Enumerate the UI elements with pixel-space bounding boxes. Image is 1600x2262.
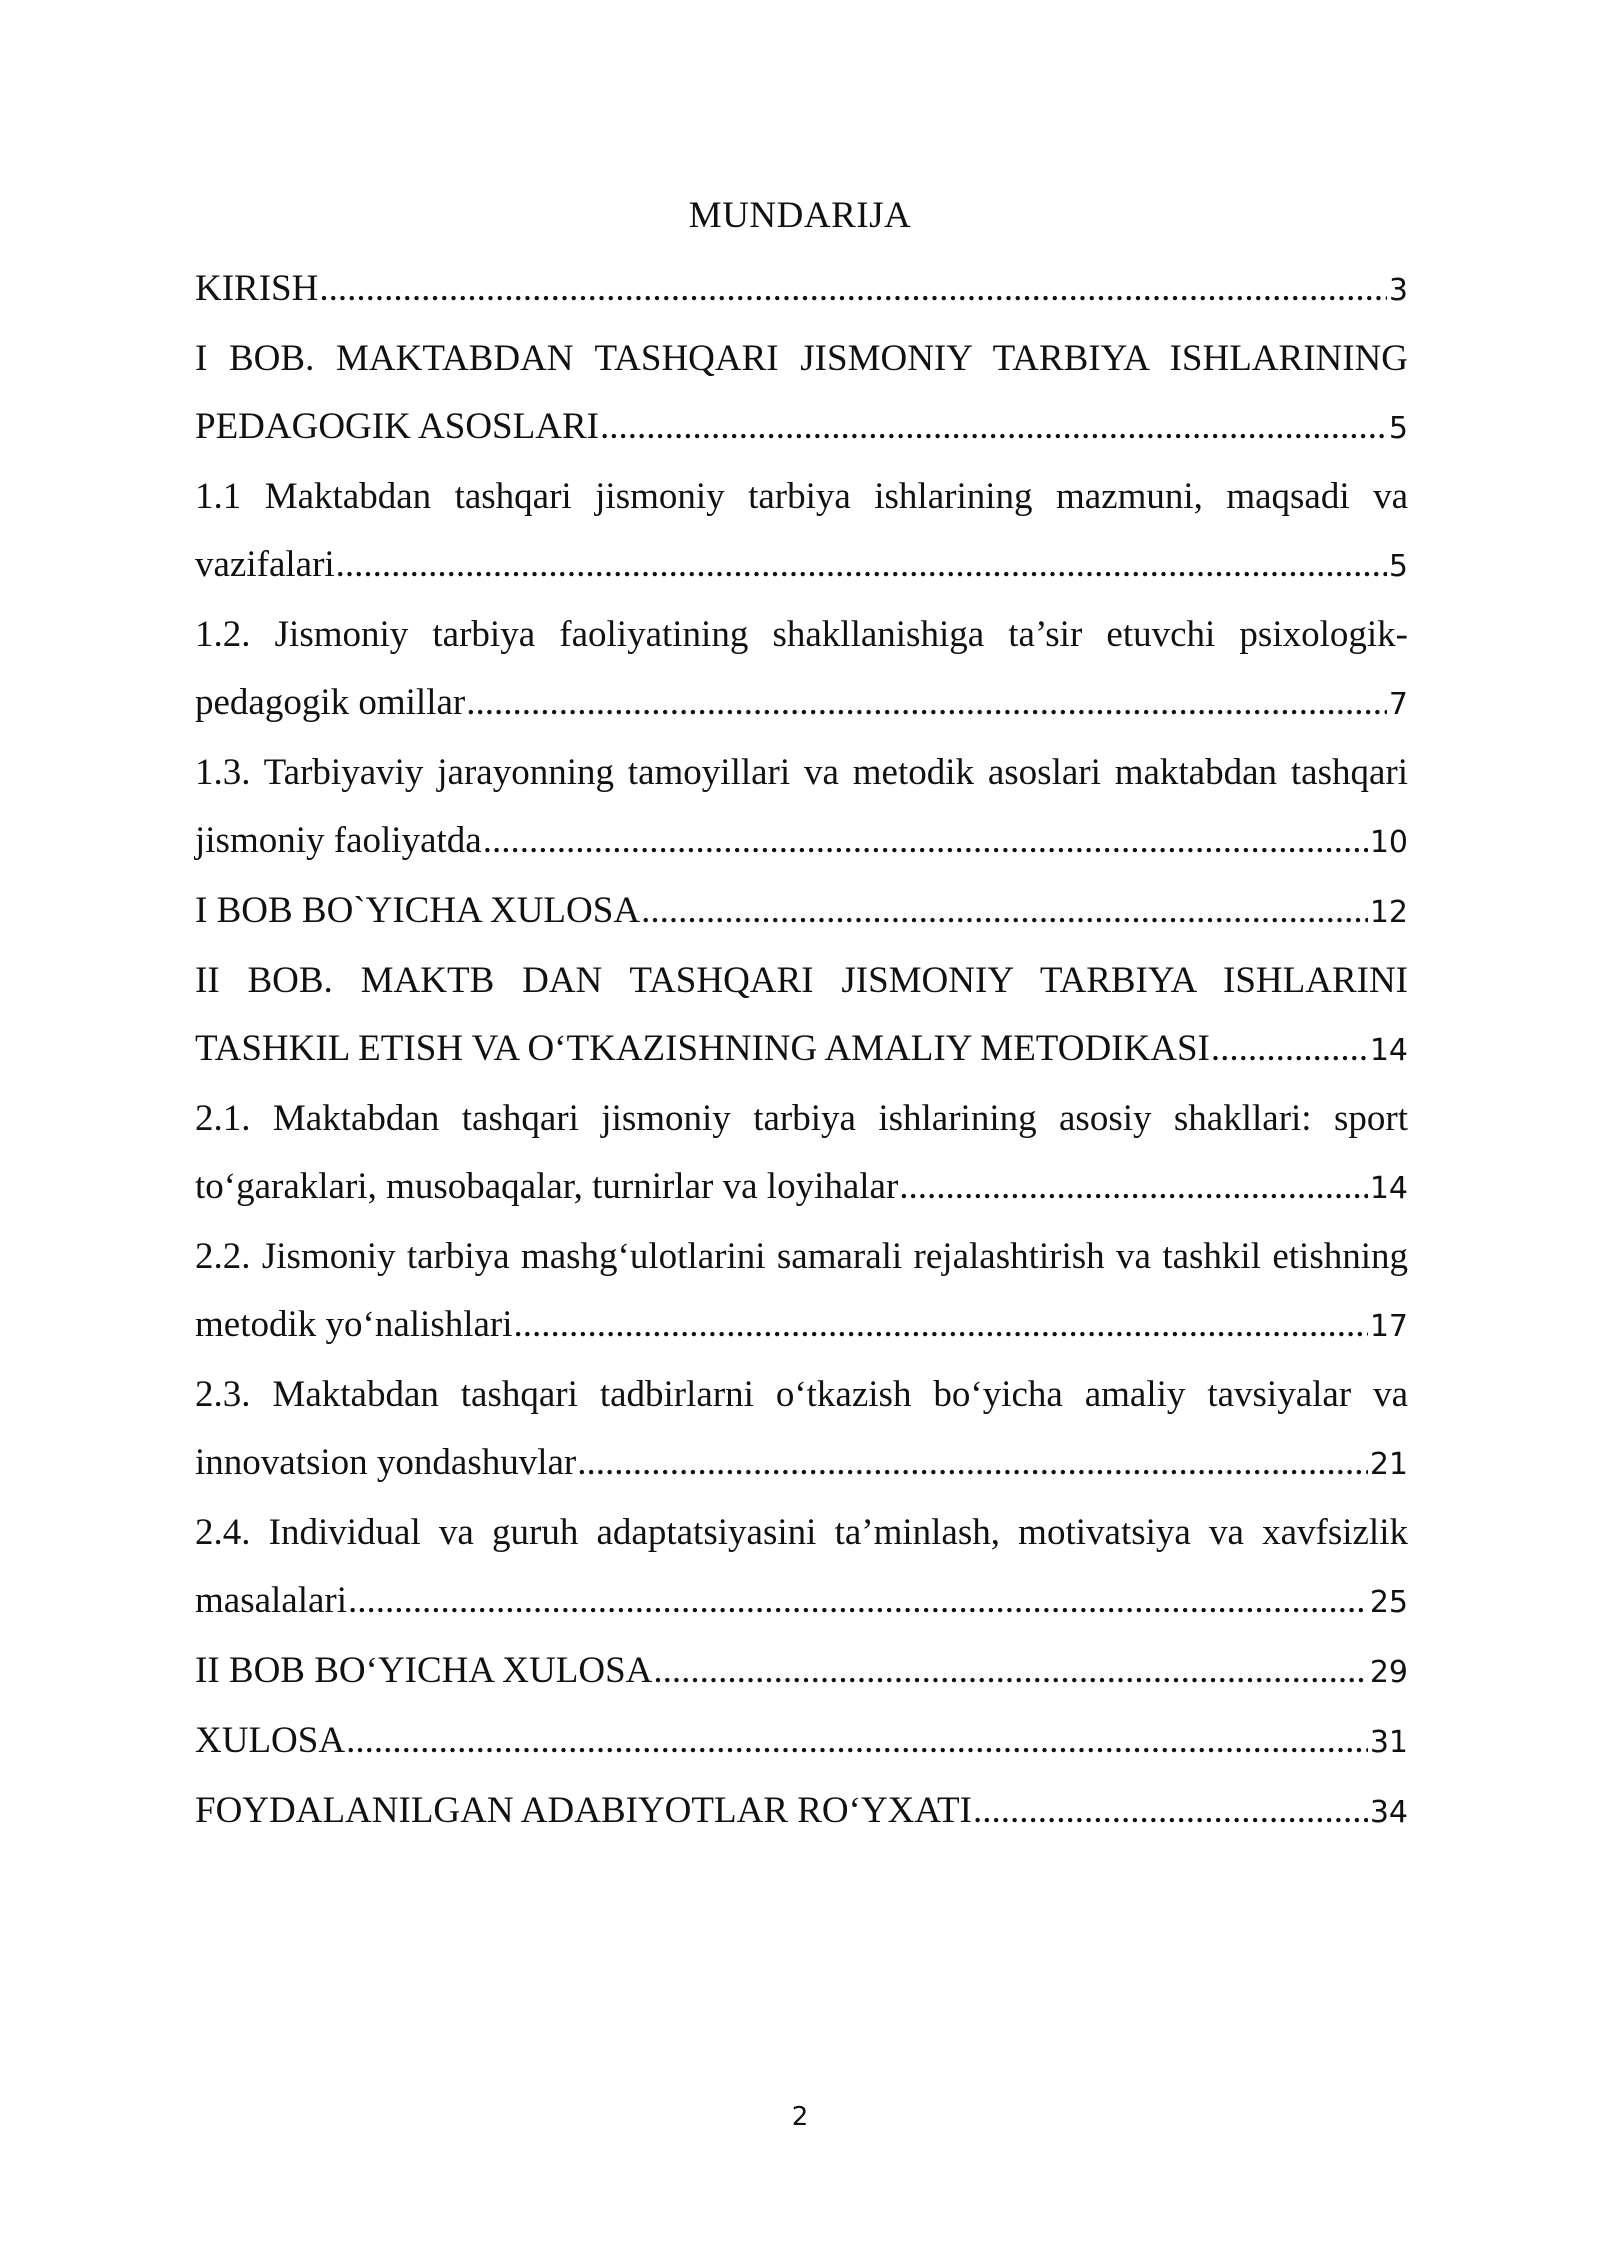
toc-entry-text: II BOB. MAKTB DAN TASHQARI JISMONIY TARBIYA ISHLARINI xyxy=(195,960,1408,1001)
toc-entry-title: metodik yo‘nalishlari xyxy=(195,1304,513,1345)
toc-entry-section-2-3[interactable] xyxy=(195,1361,1408,1499)
toc-entry-section-1-2[interactable] xyxy=(195,601,1408,739)
toc-entry-conclusion[interactable] xyxy=(195,1707,1408,1777)
toc-page-number: 29 xyxy=(1369,1655,1408,1690)
toc-entry-kirish[interactable] xyxy=(195,255,1408,325)
toc-title: MUNDARIJA xyxy=(688,195,912,236)
leader-dots xyxy=(973,1777,1368,1845)
toc-page-number: 34 xyxy=(1369,1795,1408,1830)
toc-entry-line xyxy=(195,255,1408,325)
leader-dots xyxy=(336,531,1387,599)
toc-entry-title: vazifalari xyxy=(195,544,335,585)
leader-dots xyxy=(577,1429,1368,1497)
table-of-contents xyxy=(195,255,1408,1847)
toc-entry-chapter-1[interactable] xyxy=(195,325,1408,463)
leader-dots xyxy=(514,1291,1368,1359)
toc-entry-text: 2.4. Individual va guruh adaptatsiyasini ta’minlash, motivatsiya va xavfsizlik xyxy=(195,1512,1408,1553)
toc-page-number: 5 xyxy=(1388,549,1408,584)
toc-entry-line xyxy=(195,1015,1408,1085)
toc-entry-line xyxy=(195,1637,1408,1707)
toc-entry-title: innovatsion yondashuvlar xyxy=(195,1442,577,1483)
leader-dots xyxy=(653,1637,1367,1705)
toc-entry-text: 2.1. Maktabdan tashqari jismoniy tarbiya ishlarining asosiy shakllari: sport xyxy=(195,1098,1408,1139)
toc-entry-title: jismoniy faoliyatda xyxy=(195,820,482,861)
toc-entry-text: 2.3. Maktabdan tashqari tadbirlarni o‘tkazish bo‘yicha amaliy tavsiyalar va xyxy=(195,1374,1408,1415)
toc-entry-section-2-2[interactable] xyxy=(195,1223,1408,1361)
leader-dots xyxy=(348,1567,1368,1635)
toc-page-number: 14 xyxy=(1369,1171,1408,1206)
toc-entry-title: pedagogik omillar xyxy=(195,682,466,723)
toc-page-number: 21 xyxy=(1369,1447,1408,1482)
toc-entry-title: PEDAGOGIK ASOSLARI xyxy=(195,406,599,447)
leader-dots xyxy=(346,1707,1368,1775)
toc-page-number: 3 xyxy=(1388,273,1408,308)
toc-entry-references[interactable] xyxy=(195,1777,1408,1847)
toc-entry-line xyxy=(195,1429,1408,1499)
leader-dots xyxy=(483,807,1368,875)
toc-entry-line xyxy=(195,1707,1408,1777)
toc-entry-title: masalalari xyxy=(195,1580,348,1621)
toc-entry-chapter-2-conclusion[interactable] xyxy=(195,1637,1408,1707)
leader-dots xyxy=(319,255,1387,323)
toc-entry-text: 1.3. Tarbiyaviy jarayonning tamoyillari va metodik asoslari maktabdan tashqari xyxy=(195,752,1408,793)
toc-page-number: 25 xyxy=(1369,1585,1408,1620)
toc-entry-chapter-2[interactable] xyxy=(195,947,1408,1085)
toc-page-number: 12 xyxy=(1369,895,1408,930)
toc-page-number: 10 xyxy=(1369,825,1408,860)
toc-entry-title: TASHKIL ETISH VA O‘TKAZISHNING AMALIY METODIKASI xyxy=(195,1028,1210,1069)
toc-page-number: 31 xyxy=(1369,1725,1408,1760)
toc-entry-line xyxy=(195,393,1408,463)
toc-entry-title: II BOB BO‘YICHA XULOSA xyxy=(195,1650,653,1691)
page-number: 2 xyxy=(791,2102,809,2132)
toc-page-number: 7 xyxy=(1388,687,1408,722)
leader-dots xyxy=(600,393,1387,461)
toc-entry-title: to‘garaklari, musobaqalar, turnirlar va loyihalar xyxy=(195,1166,899,1207)
toc-entry-section-1-3[interactable] xyxy=(195,739,1408,877)
toc-entry-section-2-4[interactable] xyxy=(195,1499,1408,1637)
toc-entry-text: I BOB. MAKTABDAN TASHQARI JISMONIY TARBIYA ISHLARINING xyxy=(195,338,1408,379)
leader-dots xyxy=(641,877,1368,945)
toc-entry-chapter-1-conclusion[interactable] xyxy=(195,877,1408,947)
toc-entry-line xyxy=(195,807,1408,877)
leader-dots xyxy=(466,669,1387,737)
toc-entry-title: FOYDALANILGAN ADABIYOTLAR RO‘YXATI xyxy=(195,1790,972,1831)
toc-entry-line xyxy=(195,1153,1408,1223)
toc-entry-line xyxy=(195,1291,1408,1361)
toc-entry-title: I BOB BO`YICHA XULOSA xyxy=(195,890,641,931)
toc-entry-text: 1.1 Maktabdan tashqari jismoniy tarbiya ishlarining mazmuni, maqsadi va xyxy=(195,476,1408,517)
toc-entry-text: 2.2. Jismoniy tarbiya mashg‘ulotlarini samarali rejalashtirish va tashkil etishning xyxy=(195,1236,1408,1277)
toc-entry-line xyxy=(195,877,1408,947)
toc-entry-text: 1.2. Jismoniy tarbiya faoliyatining shakllanishiga ta’sir etuvchi psixologik- xyxy=(195,614,1408,655)
toc-entry-line xyxy=(195,531,1408,601)
toc-entry-line xyxy=(195,1567,1408,1637)
toc-entry-section-2-1[interactable] xyxy=(195,1085,1408,1223)
toc-entry-line xyxy=(195,1777,1408,1847)
toc-entry-title: KIRISH xyxy=(195,268,319,309)
leader-dots xyxy=(1211,1015,1368,1083)
toc-page-number: 14 xyxy=(1369,1033,1408,1068)
toc-entry-line xyxy=(195,669,1408,739)
toc-entry-title: XULOSA xyxy=(195,1720,346,1761)
leader-dots xyxy=(899,1153,1368,1221)
toc-page-number: 5 xyxy=(1388,411,1408,446)
toc-entry-section-1-1[interactable] xyxy=(195,463,1408,601)
toc-page-number: 17 xyxy=(1369,1309,1408,1344)
